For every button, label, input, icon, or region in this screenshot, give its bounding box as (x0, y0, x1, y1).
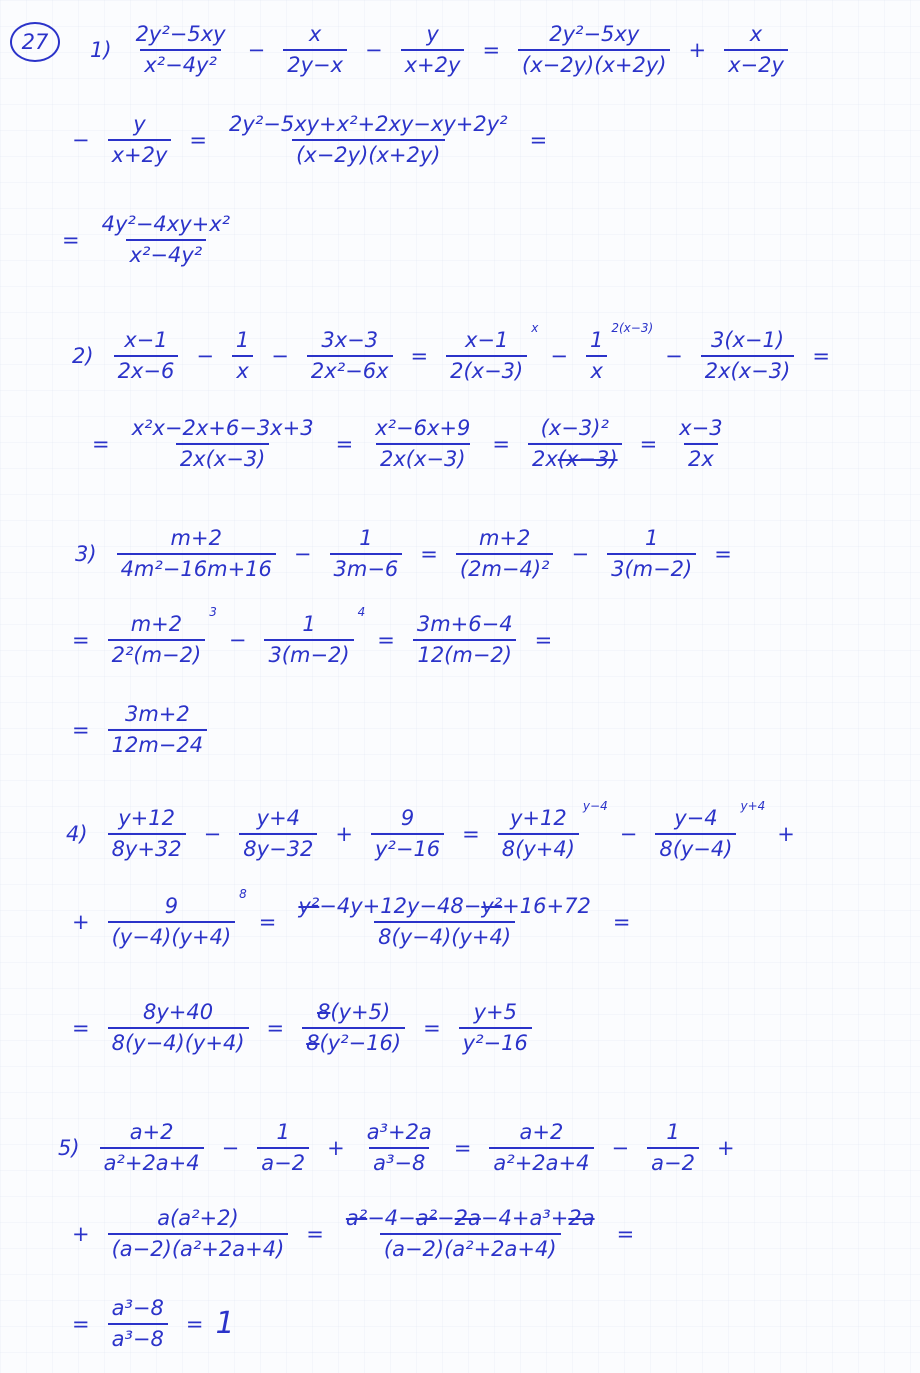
fraction (100, 1122, 204, 1174)
multiplier-note: x (531, 321, 539, 335)
numerator: a(a²+2) (157, 1206, 239, 1230)
equals-sign: = (189, 127, 208, 152)
fraction (108, 1208, 289, 1260)
denominator-part: 2x (531, 447, 558, 471)
denominator: a−2 (257, 1147, 309, 1174)
task3-line2 (60, 605, 564, 667)
numerator: (x−3)² (540, 416, 609, 440)
fraction (528, 418, 622, 470)
numerator (342, 1208, 599, 1233)
operator: + (777, 821, 795, 846)
numerator: y (133, 112, 146, 136)
task5-line2 (60, 1208, 646, 1260)
denominator: 2x (684, 443, 718, 470)
denominator: x²−4y² (140, 49, 221, 76)
numerator: y+12 (509, 806, 567, 830)
equals-sign: = (616, 1221, 635, 1246)
final-result: 1 (215, 1306, 235, 1341)
fraction (363, 1122, 436, 1174)
equals-sign: = (335, 431, 354, 456)
fraction (232, 330, 253, 382)
denominator: 2(x−3) (446, 355, 527, 382)
fraction (456, 528, 554, 580)
equals-sign: = (462, 821, 480, 846)
fraction (701, 330, 795, 382)
cancelled-term: a² (415, 1206, 438, 1230)
fraction (114, 330, 179, 382)
operator: + (688, 37, 707, 62)
denominator: y²−16 (371, 833, 444, 860)
numerator: 1 (302, 612, 316, 636)
task2-line2 (80, 418, 733, 470)
numerator-part: −4y+12y−48− (319, 894, 482, 918)
operator: − (72, 127, 90, 152)
fraction (330, 528, 403, 580)
fraction (117, 528, 276, 580)
fraction (132, 24, 230, 76)
numerator (313, 1002, 394, 1027)
fraction (413, 614, 517, 666)
operator: − (571, 541, 590, 566)
numerator: 9 (164, 894, 179, 918)
numerator: 3m+6−4 (416, 612, 513, 636)
equals-sign: = (72, 1015, 90, 1040)
task-label: 2) (72, 343, 94, 368)
denominator: 12m−24 (108, 729, 208, 756)
numerator-part: −4− (367, 1206, 416, 1230)
numerator: 1 (589, 328, 604, 352)
equals-sign: = (72, 1311, 90, 1336)
equals-sign: = (612, 909, 631, 934)
task4-line3 (60, 1002, 538, 1054)
operator: − (203, 821, 222, 846)
fraction (675, 418, 726, 470)
fraction (257, 1122, 309, 1174)
task3-line1 (75, 528, 744, 580)
fraction (294, 896, 594, 948)
equals-sign: = (423, 1015, 441, 1040)
denominator: 2x−6 (114, 355, 179, 382)
numerator: m+2 (170, 526, 222, 550)
equals-sign: = (92, 431, 110, 456)
operator: − (619, 821, 638, 846)
numerator: 3x−3 (321, 328, 379, 352)
denominator: (x−2y)(x+2y) (518, 49, 670, 76)
fraction (108, 808, 186, 860)
numerator: a³−8 (111, 1296, 164, 1320)
fraction (655, 808, 736, 860)
numerator: 1 (235, 328, 250, 352)
fraction (446, 330, 527, 382)
numerator: 2y²−5xy+x²+2xy−xy+2y² (229, 112, 508, 136)
equals-sign: = (62, 227, 80, 252)
multiplier-note: y−4 (582, 799, 608, 813)
numerator: y+12 (118, 806, 175, 830)
equals-sign: = (534, 627, 553, 652)
denominator: 2x(x−3) (701, 355, 795, 382)
operator: − (247, 37, 266, 62)
task-label: 3) (75, 541, 97, 566)
equals-sign: = (453, 1135, 472, 1160)
operator: − (196, 343, 214, 368)
equals-sign: = (529, 127, 548, 152)
denominator: (x−2y)(x+2y) (292, 139, 444, 166)
operator: − (271, 343, 289, 368)
numerator: a+2 (519, 1120, 564, 1144)
task-label: 5) (58, 1135, 80, 1160)
numerator: y+4 (256, 806, 301, 830)
operator: + (335, 821, 353, 846)
task5-line1 (58, 1122, 747, 1174)
operator: − (221, 1135, 240, 1160)
fraction (108, 1298, 168, 1350)
numerator: 9 (400, 806, 415, 830)
denominator: (a−2)(a²+2a+4) (380, 1233, 561, 1260)
operator: + (72, 1221, 90, 1246)
numerator-part: −4+a³+ (480, 1206, 569, 1230)
numerator: 2y²−5xy (549, 22, 640, 46)
equals-sign: = (266, 1015, 285, 1040)
fraction (128, 418, 318, 470)
denominator: 2y−x (283, 49, 347, 76)
fraction (459, 1002, 532, 1054)
fraction (489, 1122, 593, 1174)
multiplier-note: y+4 (740, 799, 766, 813)
fraction (586, 330, 607, 382)
equals-sign: = (72, 717, 90, 742)
fraction (342, 1208, 599, 1260)
numerator: x−1 (124, 328, 168, 352)
denominator: 8y+32 (108, 833, 186, 860)
equals-sign: = (72, 627, 90, 652)
task1-line3 (50, 214, 240, 266)
numerator: 3(x−1) (710, 328, 785, 352)
fraction (239, 808, 317, 860)
fraction (108, 1002, 249, 1054)
numerator: x (749, 22, 763, 46)
multiplier-note: 3 (209, 605, 217, 619)
equals-sign: = (258, 909, 277, 934)
denominator (528, 443, 622, 470)
task1-line2 (60, 114, 559, 166)
multiplier-note: 8 (239, 887, 247, 901)
denominator: a²+2a+4 (100, 1147, 204, 1174)
fraction (108, 614, 206, 666)
fraction (108, 896, 236, 948)
equals-sign: = (420, 541, 438, 566)
cancelled-term: y² (481, 894, 503, 918)
denominator: x²−4y² (126, 239, 207, 266)
numerator: m+2 (130, 612, 183, 636)
denominator: (y−4)(y+4) (108, 921, 236, 948)
operator: + (327, 1135, 345, 1160)
task1-line1 (90, 24, 794, 76)
denominator: 4m²−16m+16 (117, 553, 276, 580)
equals-sign: = (306, 1221, 324, 1246)
numerator: x−1 (464, 328, 509, 352)
numerator (294, 896, 594, 921)
fraction (371, 808, 444, 860)
operator: − (365, 37, 383, 62)
denominator: a²+2a+4 (489, 1147, 593, 1174)
denominator: 3m−6 (330, 553, 403, 580)
problem-number-circle (10, 22, 60, 62)
numerator: 4y²−4xy+x² (101, 212, 231, 236)
denominator: (a−2)(a²+2a+4) (108, 1233, 289, 1260)
operator: − (293, 541, 312, 566)
operator: − (550, 343, 568, 368)
task4-line2 (60, 887, 642, 949)
cancelled-term: a² (345, 1206, 368, 1230)
numerator: 2y²−5xy (135, 22, 226, 46)
equals-sign: = (377, 627, 395, 652)
numerator: 1 (359, 526, 373, 550)
numerator-part: +16+72 (502, 894, 591, 918)
numerator: m+2 (478, 526, 531, 550)
operator: − (611, 1135, 630, 1160)
numerator: y (426, 22, 439, 46)
denominator: 8(y−4)(y+4) (108, 1027, 249, 1054)
fraction (498, 808, 579, 860)
denominator-part: (y²−16) (319, 1031, 402, 1055)
numerator: x (308, 22, 322, 46)
numerator: x²x−2x+6−3x+3 (131, 416, 314, 440)
denominator: 2²(m−2) (108, 639, 206, 666)
denominator: 3(m−2) (607, 553, 696, 580)
denominator: 12(m−2) (413, 639, 516, 666)
numerator: 8y+40 (143, 1000, 214, 1024)
fraction (401, 24, 465, 76)
denominator: 8(y−4)(y+4) (374, 921, 515, 948)
task-label: 1) (90, 37, 112, 62)
task2-line1 (72, 321, 842, 383)
multiplier-note: 4 (357, 605, 366, 619)
equals-sign: = (639, 431, 658, 456)
numerator: y−4 (674, 806, 718, 830)
numerator-part: (y+5) (330, 1000, 391, 1024)
numerator: x²−6x+9 (375, 416, 471, 440)
fraction (518, 24, 670, 76)
denominator: x+2y (108, 139, 172, 166)
numerator: a³+2a (366, 1120, 432, 1144)
numerator: 1 (644, 526, 659, 550)
numerator: 1 (666, 1120, 680, 1144)
fraction (607, 528, 696, 580)
numerator: a+2 (129, 1120, 174, 1144)
task4-line1 (66, 799, 807, 861)
fraction (283, 24, 347, 76)
denominator: 8y−32 (239, 833, 317, 860)
cancelled-term: 2a (568, 1206, 595, 1230)
denominator: x (232, 355, 252, 382)
equals-sign: = (185, 1311, 204, 1336)
cancelled-term: 2a (454, 1206, 481, 1230)
operator: − (228, 627, 247, 652)
fraction (108, 704, 208, 756)
cancelled-term: y² (298, 894, 320, 918)
problem-number: 27 (21, 29, 49, 54)
equals-sign: = (482, 37, 501, 62)
denominator: x (586, 355, 606, 382)
denominator: 8(y+4) (498, 833, 579, 860)
denominator: a³−8 (369, 1147, 429, 1174)
equals-sign: = (492, 431, 510, 456)
cancelled-term: (x−3) (557, 447, 618, 471)
equals-sign: = (410, 343, 429, 368)
equals-sign: = (812, 343, 830, 368)
denominator: 3(m−2) (264, 639, 353, 666)
numerator: 3m+2 (124, 702, 190, 726)
fraction (264, 614, 353, 666)
task5-line3 (60, 1298, 235, 1350)
numerator-part: − (437, 1206, 455, 1230)
denominator: a³−8 (108, 1323, 168, 1350)
denominator: a−2 (647, 1147, 699, 1174)
cancelled-term: 8 (306, 1031, 320, 1055)
denominator (302, 1027, 405, 1054)
fraction (302, 1002, 405, 1054)
fraction (371, 418, 474, 470)
denominator: 2x²−6x (307, 355, 393, 382)
operator: + (72, 909, 90, 934)
numerator: y+5 (473, 1000, 517, 1024)
multiplier-note: 2(x−3) (611, 321, 654, 335)
denominator: x−2y (724, 49, 788, 76)
fraction (647, 1122, 699, 1174)
fraction (307, 330, 393, 382)
denominator: (2m−4)² (456, 553, 554, 580)
denominator: 2x(x−3) (376, 443, 470, 470)
fraction (225, 114, 512, 166)
denominator: 2x(x−3) (176, 443, 270, 470)
numerator: 1 (276, 1120, 290, 1144)
denominator: 8(y−4) (655, 833, 736, 860)
operator: + (716, 1135, 735, 1160)
operator: − (665, 343, 683, 368)
task-label: 4) (66, 821, 88, 846)
denominator: y²−16 (459, 1027, 532, 1054)
fraction (724, 24, 788, 76)
equals-sign: = (714, 541, 732, 566)
fraction (108, 114, 172, 166)
denominator: x+2y (401, 49, 465, 76)
cancelled-term: 8 (317, 1000, 331, 1024)
fraction (98, 214, 234, 266)
numerator: x−3 (679, 416, 723, 440)
task3-line3 (60, 704, 213, 756)
